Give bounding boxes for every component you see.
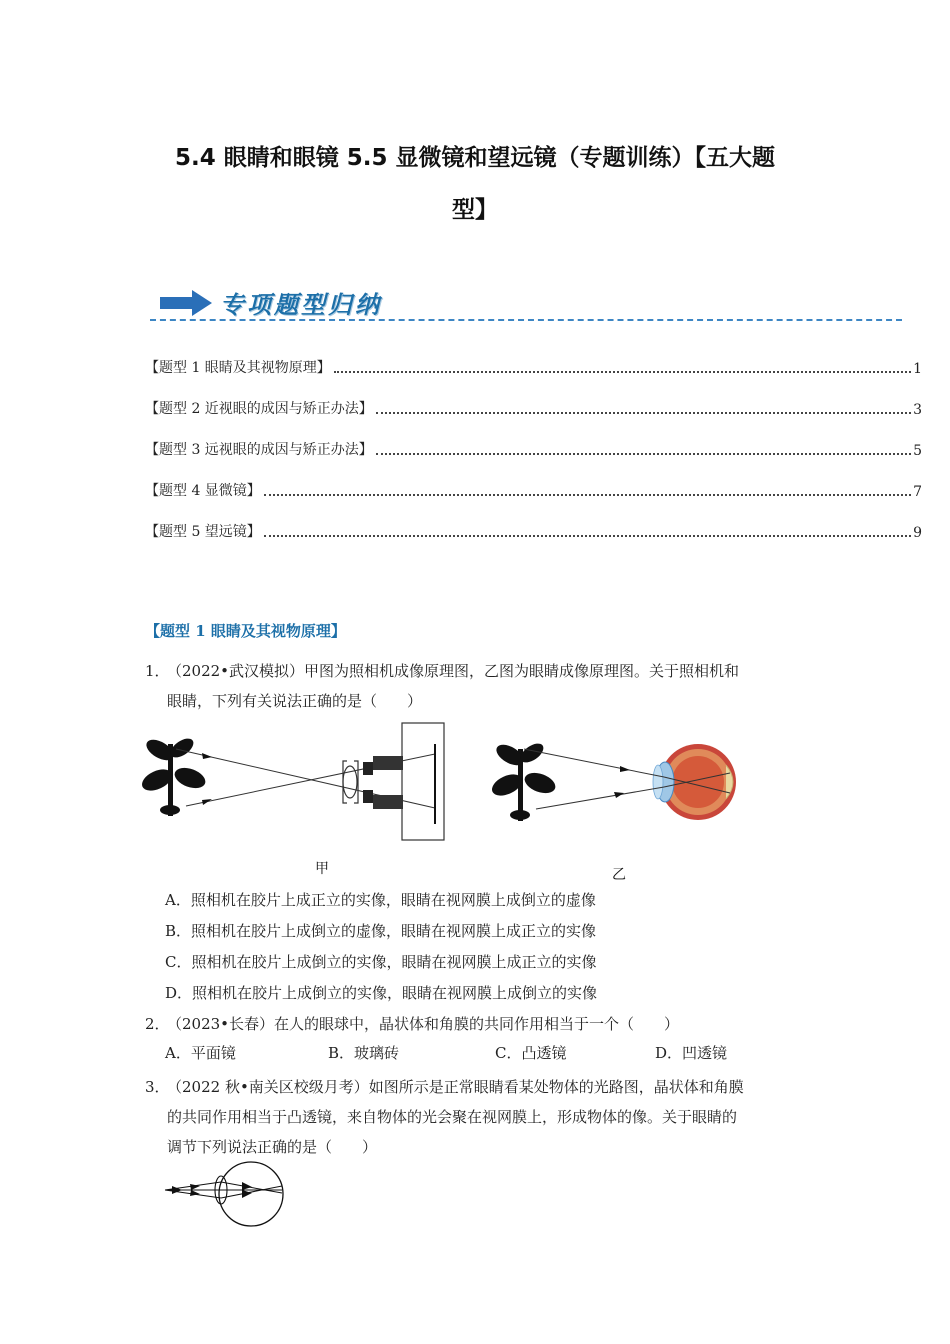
page-title: [130, 132, 820, 236]
camera-barrel: [373, 756, 403, 770]
ray-arrow-icon: [620, 766, 630, 772]
toc-item[interactable]: [145, 478, 922, 500]
figure-caption-a: 甲: [315, 861, 329, 877]
camera-barrel: [363, 790, 373, 803]
eye-diagram: [490, 735, 750, 830]
toc-item[interactable]: [145, 437, 922, 459]
option-a[interactable]: A．照相机在胶片上成正立的实像，眼睛在视网膜上成倒立的虚像: [165, 891, 596, 909]
toc-item[interactable]: [145, 355, 922, 377]
eyeball-icon: [653, 744, 736, 820]
arrow-right-icon: [160, 290, 212, 316]
section-banner: [150, 282, 902, 326]
option-c[interactable]: C．照相机在胶片上成倒立的实像，眼睛在视网膜上成正立的实像: [165, 953, 597, 971]
question-text-line: （2022•武汉模拟）甲图为照相机成像原理图，乙图为眼睛成像原理图。关于照相机和: [167, 662, 740, 680]
question-text-line: 的共同作用相当于凸透镜，来自物体的光会聚在视网膜上，形成物体的像。关于眼睛的: [167, 1108, 738, 1126]
plant-object-icon: [489, 740, 558, 821]
ray-arrow-icon: [242, 1182, 252, 1190]
ray-arrow-icon: [242, 1190, 252, 1198]
toc-leader: [376, 412, 911, 414]
toc-item[interactable]: [145, 396, 922, 418]
toc-leader: [334, 371, 911, 373]
toc-item-label: 【题型 5 望远镜】: [145, 524, 261, 540]
question-1: [145, 656, 825, 716]
ray-arrow-icon: [202, 753, 212, 759]
banner-title: 专项题型归纳: [220, 290, 382, 319]
toc-leader: [264, 535, 911, 537]
question-text-line: 眼睛，下列有关说法正确的是（ ）: [167, 692, 423, 710]
option-d[interactable]: D．凹透镜: [655, 1044, 728, 1062]
title-line-2: 型】: [452, 197, 498, 223]
ray-arrow-icon: [172, 1186, 182, 1194]
camera-barrel: [373, 795, 403, 809]
question-number: 1．: [145, 662, 170, 680]
toc-item-label: 【题型 3 远视眼的成因与矫正办法】: [145, 442, 373, 458]
banner-divider: [150, 319, 902, 321]
option-d[interactable]: D．照相机在胶片上成倒立的实像，眼睛在视网膜上成倒立的实像: [165, 984, 598, 1002]
camera-diagram: [140, 720, 480, 845]
toc-item-label: 【题型 4 显微镜】: [145, 483, 261, 499]
question-text-line: （2023•长春）在人的眼球中，晶状体和角膜的共同作用相当于一个（ ）: [167, 1015, 680, 1033]
toc-leader: [264, 494, 911, 496]
toc-item-page: 7: [913, 484, 922, 500]
question-number: 2．: [145, 1015, 170, 1033]
toc-leader: [376, 453, 911, 455]
camera-body: [402, 723, 444, 840]
question-2: [145, 1009, 825, 1039]
toc-item-page: 3: [913, 402, 922, 418]
toc-item-page: 5: [913, 443, 922, 459]
light-rays: [165, 1182, 282, 1198]
toc-item-page: 1: [913, 361, 922, 377]
question-3: [145, 1072, 825, 1162]
option-a[interactable]: A．平面镜: [165, 1044, 236, 1062]
question-text-line: （2022 秋•南关区校级月考）如图所示是正常眼睛看某处物体的光路图，晶状体和角膜: [167, 1078, 744, 1096]
eye-ray-diagram: [160, 1160, 290, 1228]
option-c[interactable]: C．凸透镜: [495, 1044, 567, 1062]
toc-item-page: 9: [913, 525, 922, 541]
lens-icon: [343, 761, 358, 803]
option-b[interactable]: B．玻璃砖: [328, 1044, 400, 1062]
question-number: 3．: [145, 1078, 170, 1096]
toc-item-label: 【题型 2 近视眼的成因与矫正办法】: [145, 401, 373, 417]
ray-arrow-icon: [202, 799, 212, 805]
eyeball-outline: [219, 1162, 283, 1226]
question-text-line: 调节下列说法正确的是（ ）: [167, 1138, 378, 1156]
camera-barrel: [363, 762, 373, 775]
figure-caption-b: 乙: [612, 867, 626, 883]
title-line-1: 5.4 眼睛和眼镜 5.5 显微镜和望远镜（专题训练）【五大题: [174, 145, 775, 171]
toc-item-label: 【题型 1 眼睛及其视物原理】: [145, 360, 331, 376]
option-b[interactable]: B．照相机在胶片上成倒立的虚像，眼睛在视网膜上成正立的实像: [165, 922, 597, 940]
ray-arrow-icon: [614, 792, 624, 798]
section-heading: 【题型 1 眼睛及其视物原理】: [145, 622, 346, 640]
toc-item[interactable]: [145, 519, 922, 541]
